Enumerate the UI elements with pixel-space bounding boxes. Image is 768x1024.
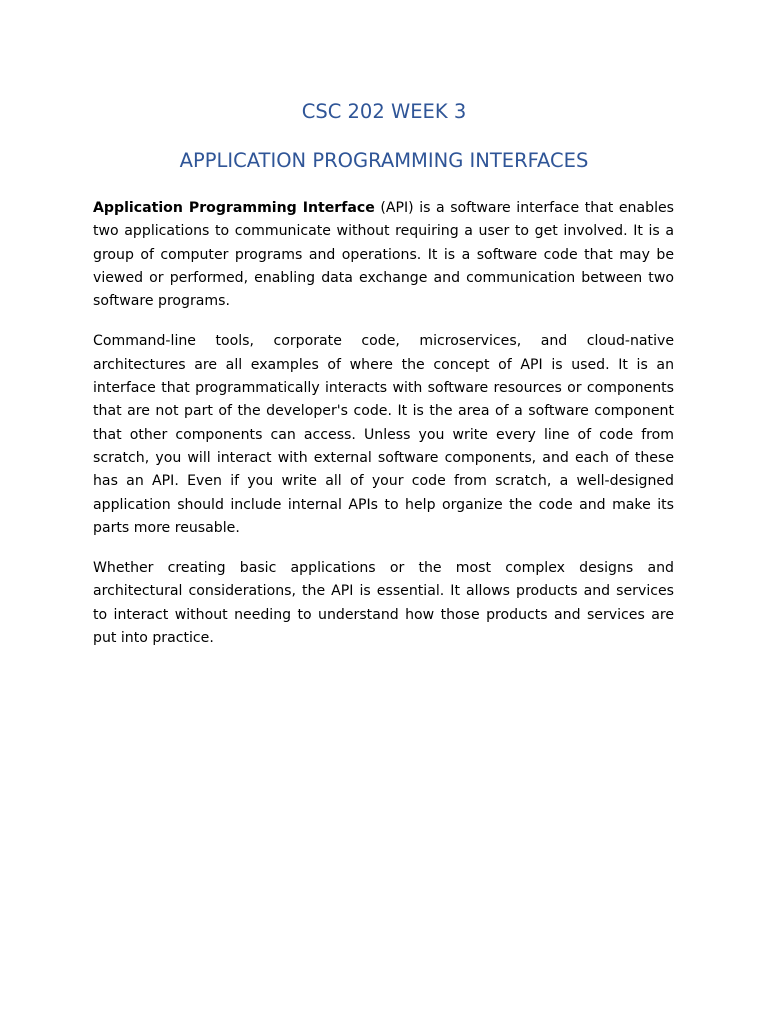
- paragraph-1-text: (API) is a software interface that enables two applications to communicate without requiring a user to get involved. It is a group of computer programs and operations. It is a software code that may be viewed or performed, enabling data exchange and communication between two software programs.: [93, 200, 674, 310]
- paragraph-1: [93, 197, 674, 313]
- document-subtitle: APPLICATION PROGRAMMING INTERFACES: [179, 149, 589, 172]
- paragraph-2: Command-line tools, corporate code, microservices, and cloud-native architectures are all examples of where the concept of API is used. It is an interface that programmatically interacts with software resources or components that are not part of the developer's code. It is the area of a software component that other components can access. Unless you write every line of code from scratch, you will interact with external software components, and each of these has an API. Even if you write all of your code from scratch, a well-designed application should include internal APIs to help organize the code and make its parts more reusable.: [93, 333, 674, 536]
- paragraph-3: Whether creating basic applications or the most complex designs and architectural considerations, the API is essential. It allows products and services to interact without needing to understand how those products and services are put into practice.: [93, 560, 674, 647]
- defined-term: Application Programming Interface: [93, 200, 375, 216]
- document-body: [93, 197, 674, 667]
- document-title: CSC 202 WEEK 3: [301, 100, 467, 123]
